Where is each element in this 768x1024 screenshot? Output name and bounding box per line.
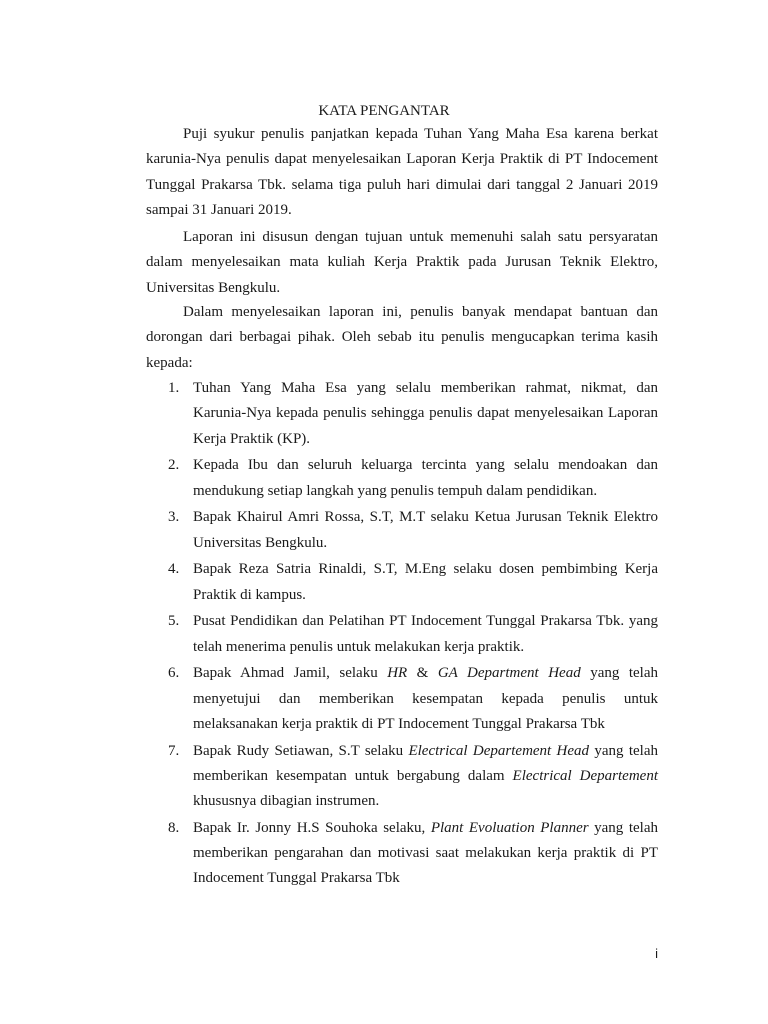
list-item [146, 609, 658, 660]
list-item-text: Tuhan Yang Maha Esa yang selalu memberikan rahmat, nikmat, dan Karunia-Nya kepada penulis sehingga penulis dapat menyelesaikan Laporan Kerja Praktik (KP). [193, 380, 658, 447]
list-item-text: yang telah memberikan pengarahan dan motivasi saat melakukan kerja praktik di PT Indocement Tunggal Prakarsa Tbk [193, 819, 658, 887]
list-item-text: Bapak Khairul Amri Rossa, S.T, M.T selaku Ketua Jurusan Teknik Elektro Universitas Bengkulu. [193, 509, 658, 551]
list-item-text: yang telah menyetujui dan memberikan kesempatan kepada penulis untuk melaksanakan kerja praktik di PT Indocement Tunggal Prakarsa Tbk [193, 665, 658, 732]
list-item-number: 1. [168, 380, 180, 396]
paragraph-intro: Puji syukur penulis panjatkan kepada Tuhan Yang Maha Esa karena berkat karunia-Nya penulis dapat menyelesaikan Laporan Kerja Praktik di PT Indocement Tunggal Prakarsa Tbk. selama tiga puluh hari dimulai dari tanggal 2 Januari 2019 sampai 31 Januari 2019. [146, 126, 658, 218]
list-item-number: 5. [168, 613, 180, 630]
list-item-text: Bapak Rudy Setiawan, S.T selaku [193, 742, 409, 759]
list-item-text: Kepada Ibu dan seluruh keluarga tercinta yang selalu mendoakan dan mendukung setiap langkah yang penulis tempuh dalam pendidikan. [193, 457, 658, 499]
list-item [146, 739, 658, 815]
list-item-text: Bapak Reza Satria Rinaldi, S.T, M.Eng selaku dosen pembimbing Kerja Praktik di kampus. [193, 561, 658, 603]
list-item-text: khususnya dibagian instrumen. [193, 793, 380, 810]
list-item-text: Pusat Pendidikan dan Pelatihan PT Indocement Tunggal Prakarsa Tbk. yang telah menerima penulis untuk melakukan kerja praktik. [193, 613, 658, 655]
page-number: i [655, 946, 658, 961]
list-item-text: & [407, 665, 438, 682]
list-item [146, 376, 658, 452]
list-item-italic-text: HR [387, 665, 408, 682]
list-item-number: 4. [168, 561, 180, 578]
list-item-text: yang telah memberikan kesempatan untuk bergabung dalam [193, 742, 658, 784]
list-item-italic-text: Electrical Departement [512, 767, 658, 784]
list-item [146, 661, 658, 737]
page-title: KATA PENGANTAR [318, 103, 450, 119]
list-item-italic-text: Electrical Departement Head [408, 742, 590, 759]
list-item [146, 453, 658, 504]
list-item [146, 557, 658, 608]
paragraph-thanks: Dalam menyelesaikan laporan ini, penulis banyak mendapat bantuan dan dorongan dari berbagai pihak. Oleh sebab itu penulis mengucapkan terima kasih kepada: [146, 304, 658, 371]
list-item-number: 3. [168, 509, 180, 526]
list-item-number: 6. [168, 665, 180, 682]
list-item-number: 7. [168, 742, 180, 759]
list-item-number: 2. [168, 457, 180, 474]
list-item-text: Bapak Ir. Jonny H.S Souhoka selaku, [193, 819, 431, 836]
list-item [146, 505, 658, 556]
list-item-italic-text: Plant Evoluation Planner [430, 819, 589, 836]
list-item-number: 8. [168, 819, 180, 836]
acknowledgement-list [146, 376, 658, 893]
paragraph-purpose: Laporan ini disusun dengan tujuan untuk memenuhi salah satu persyaratan dalam menyelesaikan mata kuliah Kerja Praktik pada Jurusan Teknik Elektro, Universitas Bengkulu. [146, 229, 658, 296]
list-item-text: Bapak Ahmad Jamil, selaku [193, 665, 388, 682]
list-item [146, 816, 658, 892]
list-item-italic-text: GA Department Head [437, 665, 581, 682]
